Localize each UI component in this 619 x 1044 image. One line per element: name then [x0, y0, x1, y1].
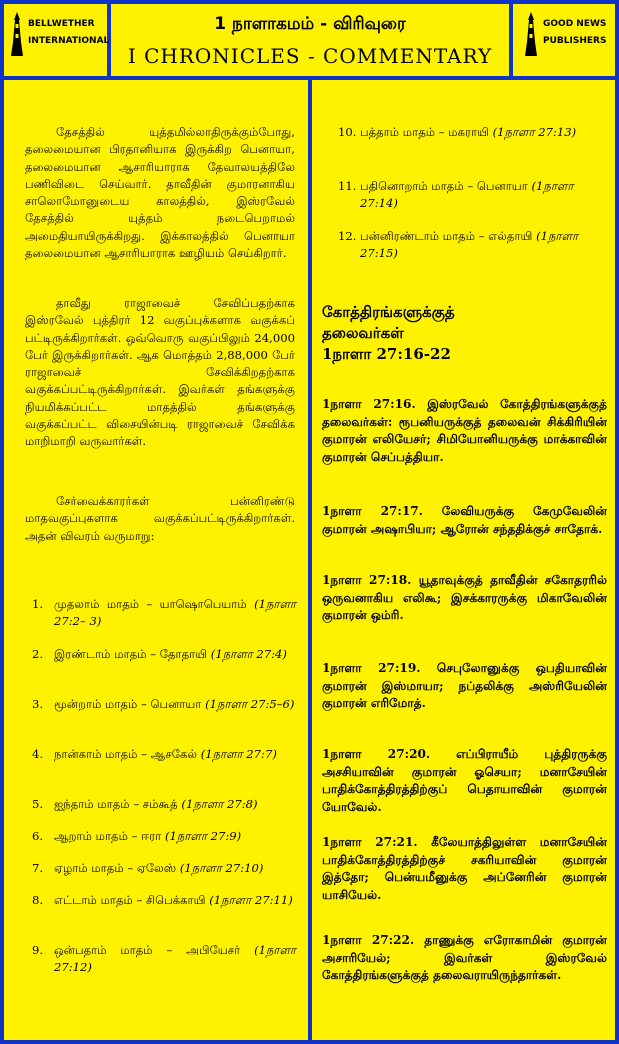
verse-paragraph: 1நாளா 27:18. யூதாவுக்குத் தாவீதின் சகோதரரில் ஒருவனாகிய எலிகூ; இசக்காரருக்கு மிகாவேலின் குமாரன் ஒம்ரி.: [322, 573, 607, 622]
tower-icon: [9, 12, 25, 56]
list-item-text: எட்டாம் மாதம் – சிபெக்காயி: [54, 893, 206, 907]
list-item: [32, 892, 296, 909]
section-heading: [322, 302, 607, 365]
list-item-number: 3.: [32, 697, 44, 711]
logo-left-line1: BELLWETHER: [28, 19, 95, 29]
list-item-text: பன்னிரண்டாம் மாதம் – எல்தாயி: [360, 229, 533, 243]
list-item-reference: (1நாளா 27:14): [360, 179, 574, 211]
list-item-reference: (1நாளா 27:11): [209, 893, 293, 907]
list-item: [32, 828, 296, 845]
list-item-text: ஐந்தாம் மாதம் – சம்கூத்: [54, 797, 178, 811]
logo-left-text: [28, 16, 109, 50]
list-item: [32, 860, 296, 877]
list-item-number: 11.: [338, 179, 357, 193]
list-item-text: மூன்றாம் மாதம் – பெனாயா: [54, 697, 202, 711]
section-heading-reference: 1நாளா 27:16-22: [322, 345, 451, 363]
list-item: [32, 746, 296, 763]
list-item-text: முதலாம் மாதம் – யாஷொபெயாம்: [54, 597, 247, 611]
list-item-text: ஒன்பதாம் மாதம் – அபியேசர்: [54, 943, 241, 957]
list-item: [338, 124, 604, 141]
list-item-number: 12.: [338, 229, 357, 243]
right-column: [312, 80, 615, 1040]
list-item-number: 6.: [32, 829, 44, 843]
list-item: [32, 942, 296, 977]
list-item-number: 5.: [32, 797, 44, 811]
paragraph-divisions: தாவீது ராஜாவைச் சேவிப்பதற்காக இஸ்ரவேல் புத்திரர் 12 வகுப்புக்களாக வகுக்கப் பட்டிருக்கிறார்கள். ஒவ்வொரு வகுப்பிலும் 24,000 பேர் இருக்கிறார்கள். ஆக மொத்தம் 2,88,000 பேர் ராஜாவைச் சேவிக்கிறதற்காக வகுக்கப்பட்டிருக்கிறார்கள். இவர்கள் தங்களுக்கு நியமிக்கப்பட்ட மாதத்தில் தங்களுக்கு வகுக்கப்பட்ட விசையின்படி ராஜாவைச் சேவிக்க மாறிமாறி வருவார்கள்.: [25, 296, 295, 449]
verse-paragraph: 1நாளா 27:17. லேவியருக்கு கேமுவேலின் குமாரன் அஷாபியா; ஆரோன் சந்ததிக்குச் சாதோக்.: [322, 504, 607, 536]
list-item: [32, 646, 296, 663]
list-item-number: 10.: [338, 125, 357, 139]
list-item: [32, 696, 296, 713]
list-item: [32, 796, 296, 813]
list-item-reference: (1நாளா 27:4): [210, 647, 287, 661]
page-title-english: I CHRONICLES - COMMENTARY: [127, 44, 493, 68]
list-item: [32, 596, 296, 631]
list-item-text: பத்தாம் மாதம் – மகராயி: [360, 125, 489, 139]
left-column: [4, 80, 308, 1040]
list-item-reference: (1நாளா 27:10): [179, 861, 264, 875]
list-item-reference: (1நாளா 27:13): [492, 125, 577, 139]
logo-left-line2: INTERNATIONAL: [28, 36, 110, 46]
section-heading-line2: தலைவர்கள்: [322, 324, 404, 342]
list-item-number: 4.: [32, 747, 44, 761]
verse-paragraph: 1நாளா 27:21. கீலேயாத்திலுள்ள மனாசேயின் பாதிக்கோத்திரத்திற்குச் சகரியாவின் குமாரன் இத்தோ; பென்யமீனுக்கு அப்னேரின் குமாரன் யாசியேல்.: [322, 835, 607, 902]
list-item-number: 2.: [32, 647, 44, 661]
verse-paragraph: 1நாளா 27:16. இஸ்ரவேல் கோத்திரங்களுக்குத் தலைவர்கள்: ரூபனியருக்குத் தலைவன் சிக்கிரியின் குமாரன் எலியேசர்; சிமியோனியருக்கு மாக்காவின் குமாரன் செப்பத்தியா.: [322, 397, 607, 464]
list-item-reference: (1நாளா 27:15): [360, 229, 579, 261]
list-item-reference: (1நாளா 27:7): [200, 747, 277, 761]
verse-paragraph: 1நாளா 27:20. எப்பிராயீம் புத்திரருக்கு அசசியாவின் குமாரன் ஓசெயா; மனாசேயின் பாதிக்கோத்திரத்திற்குப் பெதாயாவின் குமாரன் யோவேல்.: [322, 747, 607, 814]
list-item-text: ஏழாம் மாதம் – ஏலேஸ்: [54, 861, 177, 875]
list-item-reference: (1நாளா 27:9): [164, 829, 242, 843]
list-item-reference: (1நாளா 27:12): [54, 943, 296, 975]
list-item-text: ஆறாம் மாதம் – ஈரா: [54, 829, 162, 843]
publisher-logo-left: [4, 4, 110, 76]
list-item-reference: (1நாளா 27:5–6): [205, 697, 295, 711]
list-item-number: 7.: [32, 861, 44, 875]
paragraph-monthly-courses: சேர்வைக்காரர்கள் பன்னிரண்டு மாதவகுப்புகளாக வகுக்கப்பட்டிருக்கிறார்கள். அதன் விவரம் வருமாறு:: [25, 494, 295, 543]
verse-paragraph: 1நாளா 27:19. செபுலோனுக்கு ஒபதியாவின் குமாரன் இஸ்மாயா; நப்தலிக்கு அஸ்ரியேலின் குமாரன் எரிமோத்.: [322, 661, 607, 710]
list-item-text: பதினொறாம் மாதம் – பெனாயா: [360, 179, 528, 193]
logo-right-text: [543, 16, 606, 50]
section-heading-line1: கோத்திரங்களுக்குத்: [322, 303, 455, 321]
list-item: [338, 178, 604, 213]
list-item-number: 1.: [32, 597, 44, 611]
logo-right-line2: PUBLISHERS: [543, 36, 607, 46]
page-title-tamil: 1 நாளாகமம் - விரிவுரை: [214, 14, 406, 34]
list-item-text: இரண்டாம் மாதம் – தோதாயி: [54, 647, 208, 661]
list-item-number: 9.: [32, 943, 44, 957]
list-item-reference: (1நாளா 27:8): [181, 797, 258, 811]
logo-right-line1: GOOD NEWS: [543, 19, 607, 29]
list-item-reference: (1நாளா 27:2– 3): [54, 597, 296, 629]
paragraph-peace-time: தேசத்தில் யுத்தமில்லாதிருக்கும்போது, தலைமையான பிரதானியாக இருக்கிற பெனாயா, தலைமையான ஆசாரியாராக தேவாலயத்திலே பணிவிடை செய்வார். தாவீதின் குமாரனாகிய சாலொமோனுடைய காலத்தில், இஸ்ரவேல் தேசத்தில் யுத்தம் நடைபெறாமல் அமைதியாயிருக்கிறது. இக்காலத்தில் பெனாயா தலைமையான ஆசாரியாராக ஊழியம் செய்கிறார்.: [25, 125, 295, 261]
publisher-logo-right: [513, 4, 615, 76]
list-item-text: நான்காம் மாதம் – ஆசகேல்: [54, 747, 198, 761]
list-item: [338, 228, 604, 263]
title-banner: [111, 4, 509, 76]
tower-icon: [523, 12, 539, 56]
list-item-number: 8.: [32, 893, 44, 907]
verse-paragraph: 1நாளா 27:22. தாணுக்கு எரோகாமின் குமாரன் அசாரியேல்; இவர்கள் இஸ்ரவேல் கோத்திரங்களுக்குத் தலைவராயிருந்தார்கள்.: [322, 933, 607, 982]
